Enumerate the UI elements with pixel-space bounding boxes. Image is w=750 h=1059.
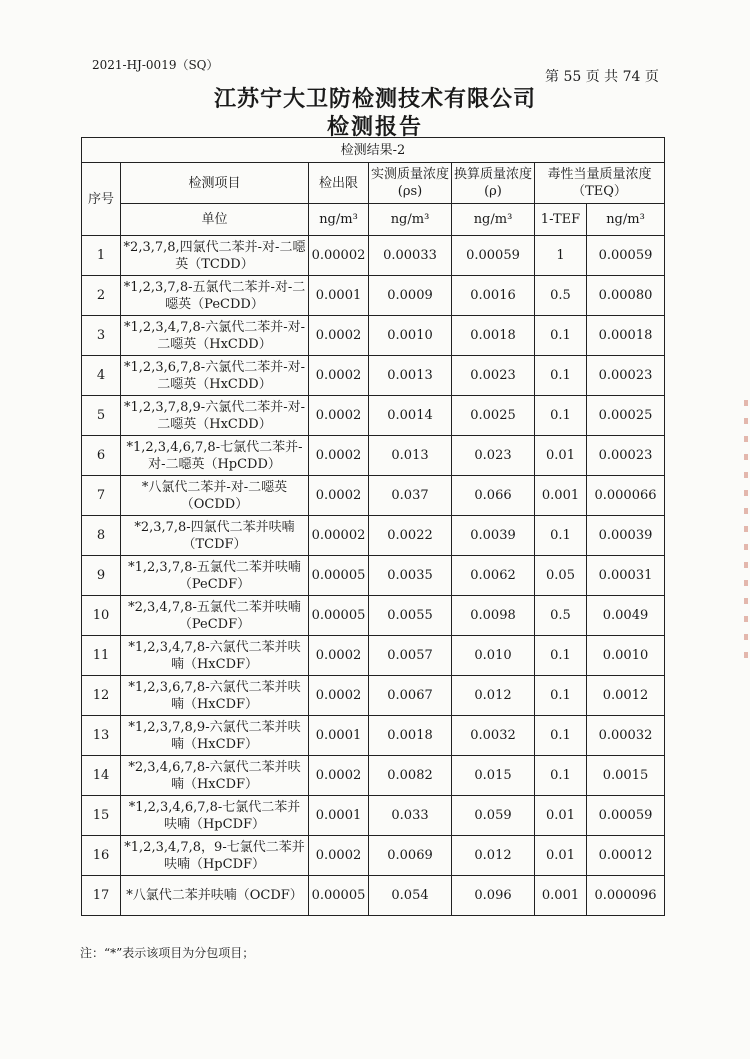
cell-tef: 0.5 xyxy=(535,276,587,316)
cell-actual: 0.0010 xyxy=(369,316,452,356)
cell-converted: 0.059 xyxy=(452,796,535,836)
cell-converted: 0.096 xyxy=(452,876,535,916)
cell-item: *1,2,3,6,7,8-六氯代二苯并-对-二噁英（HxCDD） xyxy=(121,356,309,396)
cell-lod: 0.00005 xyxy=(309,596,369,636)
cell-converted: 0.0023 xyxy=(452,356,535,396)
cell-teq: 0.00080 xyxy=(587,276,665,316)
cell-lod: 0.00005 xyxy=(309,876,369,916)
cell-no: 13 xyxy=(82,716,121,756)
cell-converted: 0.023 xyxy=(452,436,535,476)
cell-lod: 0.00005 xyxy=(309,556,369,596)
table-row xyxy=(82,476,665,516)
table-row xyxy=(82,356,665,396)
header-teq: 毒性当量质量浓度（TEQ） xyxy=(535,163,665,204)
cell-tef: 0.1 xyxy=(535,516,587,556)
cell-lod: 0.0001 xyxy=(309,716,369,756)
cell-teq: 0.0049 xyxy=(587,596,665,636)
cell-item: *1,2,3,4,6,7,8-七氯代二苯并-对-二噁英（HpCDD） xyxy=(121,436,309,476)
cell-converted: 0.00059 xyxy=(452,236,535,276)
cell-item: *1,2,3,4,6,7,8-七氯代二苯并呋喃（HpCDF） xyxy=(121,796,309,836)
cell-converted: 0.0016 xyxy=(452,276,535,316)
cell-actual: 0.0069 xyxy=(369,836,452,876)
cell-tef: 0.1 xyxy=(535,636,587,676)
cell-lod: 0.0002 xyxy=(309,756,369,796)
cell-teq: 0.00059 xyxy=(587,796,665,836)
cell-converted: 0.010 xyxy=(452,636,535,676)
company-name: 江苏宁大卫防检测技术有限公司 xyxy=(213,86,536,112)
cell-no: 16 xyxy=(82,836,121,876)
table-row xyxy=(82,236,665,276)
cell-item: *1,2,3,7,8,9-六氯代二苯并呋喃（HxCDF） xyxy=(121,716,309,756)
header-item: 检测项目 xyxy=(121,163,309,204)
cell-teq: 0.00018 xyxy=(587,316,665,356)
table-row xyxy=(82,396,665,436)
cell-converted: 0.0032 xyxy=(452,716,535,756)
cell-no: 10 xyxy=(82,596,121,636)
table-row xyxy=(82,516,665,556)
header-unit-label: 单位 xyxy=(121,204,309,236)
cell-converted: 0.066 xyxy=(452,476,535,516)
cell-no: 2 xyxy=(82,276,121,316)
cell-converted: 0.015 xyxy=(452,756,535,796)
cell-no: 11 xyxy=(82,636,121,676)
cell-teq: 0.00059 xyxy=(587,236,665,276)
cell-lod: 0.0001 xyxy=(309,796,369,836)
table-row xyxy=(82,796,665,836)
section-title: 检测结果-2 xyxy=(82,138,665,163)
table-row xyxy=(82,316,665,356)
cell-tef: 1 xyxy=(535,236,587,276)
cell-tef: 0.01 xyxy=(535,836,587,876)
cell-actual: 0.0057 xyxy=(369,636,452,676)
cell-tef: 0.01 xyxy=(535,796,587,836)
table-row xyxy=(82,836,665,876)
cell-actual: 0.0014 xyxy=(369,396,452,436)
cell-lod: 0.0002 xyxy=(309,396,369,436)
cell-teq: 0.0010 xyxy=(587,636,665,676)
cell-no: 7 xyxy=(82,476,121,516)
table-row xyxy=(82,876,665,916)
cell-no: 6 xyxy=(82,436,121,476)
cell-lod: 0.0002 xyxy=(309,436,369,476)
cell-item: *1,2,3,4,7,8，9-七氯代二苯并呋喃（HpCDF） xyxy=(121,836,309,876)
cell-item: *1,2,3,7,8,9-六氯代二苯并-对-二噁英（HxCDD） xyxy=(121,396,309,436)
cell-teq: 0.0015 xyxy=(587,756,665,796)
cell-tef: 0.1 xyxy=(535,716,587,756)
cell-actual: 0.013 xyxy=(369,436,452,476)
cell-no: 5 xyxy=(82,396,121,436)
cell-actual: 0.0035 xyxy=(369,556,452,596)
cell-lod: 0.00002 xyxy=(309,516,369,556)
cell-tef: 0.01 xyxy=(535,436,587,476)
header-converted: 换算质量浓度(ρ) xyxy=(452,163,535,204)
document-number: 2021-HJ-0019（SQ） xyxy=(92,58,219,72)
cell-actual: 0.0009 xyxy=(369,276,452,316)
cell-lod: 0.0002 xyxy=(309,636,369,676)
table-row xyxy=(82,716,665,756)
footnote: 注：“*”表示该项目为分包项目； xyxy=(80,946,255,960)
cell-converted: 0.012 xyxy=(452,836,535,876)
cell-no: 9 xyxy=(82,556,121,596)
table-row xyxy=(82,596,665,636)
cell-teq: 0.00025 xyxy=(587,396,665,436)
cell-tef: 0.1 xyxy=(535,396,587,436)
cell-lod: 0.0002 xyxy=(309,676,369,716)
cell-tef: 0.1 xyxy=(535,756,587,796)
cell-tef: 0.001 xyxy=(535,476,587,516)
cell-actual: 0.0022 xyxy=(369,516,452,556)
cell-teq: 0.000096 xyxy=(587,876,665,916)
cell-no: 4 xyxy=(82,356,121,396)
cell-no: 12 xyxy=(82,676,121,716)
table-row xyxy=(82,556,665,596)
cell-tef: 0.1 xyxy=(535,316,587,356)
cell-teq: 0.00031 xyxy=(587,556,665,596)
cell-tef: 0.1 xyxy=(535,676,587,716)
cell-item: *八氯代二苯并-对-二噁英（OCDD） xyxy=(121,476,309,516)
cell-item: *1,2,3,6,7,8-六氯代二苯并呋喃（HxCDF） xyxy=(121,676,309,716)
cell-teq: 0.00012 xyxy=(587,836,665,876)
cell-teq: 0.000066 xyxy=(587,476,665,516)
cell-actual: 0.0067 xyxy=(369,676,452,716)
cell-no: 14 xyxy=(82,756,121,796)
cell-item: *1,2,3,4,7,8-六氯代二苯并呋喃（HxCDF） xyxy=(121,636,309,676)
table-row xyxy=(82,636,665,676)
cell-actual: 0.054 xyxy=(369,876,452,916)
cell-actual: 0.033 xyxy=(369,796,452,836)
unit-actual: ng/m³ xyxy=(369,204,452,236)
cell-converted: 0.0025 xyxy=(452,396,535,436)
cell-lod: 0.0002 xyxy=(309,356,369,396)
cell-item: *2,3,4,6,7,8-六氯代二苯并呋喃（HxCDF） xyxy=(121,756,309,796)
report-title: 检测报告 xyxy=(326,114,423,140)
cell-actual: 0.037 xyxy=(369,476,452,516)
table-row xyxy=(82,436,665,476)
table-row xyxy=(82,676,665,716)
cell-lod: 0.0002 xyxy=(309,476,369,516)
cell-item: *2,3,7,8-四氯代二苯并呋喃（TCDF） xyxy=(121,516,309,556)
cell-tef: 0.1 xyxy=(535,356,587,396)
cell-tef: 0.001 xyxy=(535,876,587,916)
page-number: 第 55 页 共 74 页 xyxy=(545,69,659,85)
cell-tef: 0.05 xyxy=(535,556,587,596)
unit-converted: ng/m³ xyxy=(452,204,535,236)
cell-item: *2,3,4,7,8-五氯代二苯并呋喃（PeCDF） xyxy=(121,596,309,636)
cell-item: *2,3,7,8,四氯代二苯并-对-二噁英（TCDD） xyxy=(121,236,309,276)
cell-actual: 0.0018 xyxy=(369,716,452,756)
cell-actual: 0.0055 xyxy=(369,596,452,636)
cell-no: 1 xyxy=(82,236,121,276)
cell-converted: 0.0062 xyxy=(452,556,535,596)
cell-item: *1,2,3,7,8-五氯代二苯并-对-二噁英（PeCDD） xyxy=(121,276,309,316)
table-row xyxy=(82,276,665,316)
table-row xyxy=(82,756,665,796)
cell-converted: 0.0018 xyxy=(452,316,535,356)
cell-no: 17 xyxy=(82,876,121,916)
cell-teq: 0.00023 xyxy=(587,436,665,476)
cell-actual: 0.0082 xyxy=(369,756,452,796)
unit-teq: ng/m³ xyxy=(587,204,665,236)
unit-lod: ng/m³ xyxy=(309,204,369,236)
cell-item: *八氯代二苯并呋喃（OCDF） xyxy=(121,876,309,916)
unit-tef: 1-TEF xyxy=(535,204,587,236)
cell-no: 15 xyxy=(82,796,121,836)
cell-actual: 0.0013 xyxy=(369,356,452,396)
results-table xyxy=(81,137,665,916)
scan-edge-mark xyxy=(744,400,748,670)
header-no: 序号 xyxy=(82,163,121,236)
cell-converted: 0.0039 xyxy=(452,516,535,556)
cell-converted: 0.0098 xyxy=(452,596,535,636)
cell-teq: 0.00032 xyxy=(587,716,665,756)
cell-item: *1,2,3,7,8-五氯代二苯并呋喃（PeCDF） xyxy=(121,556,309,596)
cell-lod: 0.0001 xyxy=(309,276,369,316)
cell-teq: 0.00023 xyxy=(587,356,665,396)
cell-actual: 0.00033 xyxy=(369,236,452,276)
cell-lod: 0.00002 xyxy=(309,236,369,276)
cell-lod: 0.0002 xyxy=(309,836,369,876)
cell-teq: 0.0012 xyxy=(587,676,665,716)
header-actual: 实测质量浓度(ρs) xyxy=(369,163,452,204)
cell-tef: 0.5 xyxy=(535,596,587,636)
cell-lod: 0.0002 xyxy=(309,316,369,356)
header-lod: 检出限 xyxy=(309,163,369,204)
cell-teq: 0.00039 xyxy=(587,516,665,556)
cell-converted: 0.012 xyxy=(452,676,535,716)
cell-item: *1,2,3,4,7,8-六氯代二苯并-对-二噁英（HxCDD） xyxy=(121,316,309,356)
cell-no: 3 xyxy=(82,316,121,356)
cell-no: 8 xyxy=(82,516,121,556)
